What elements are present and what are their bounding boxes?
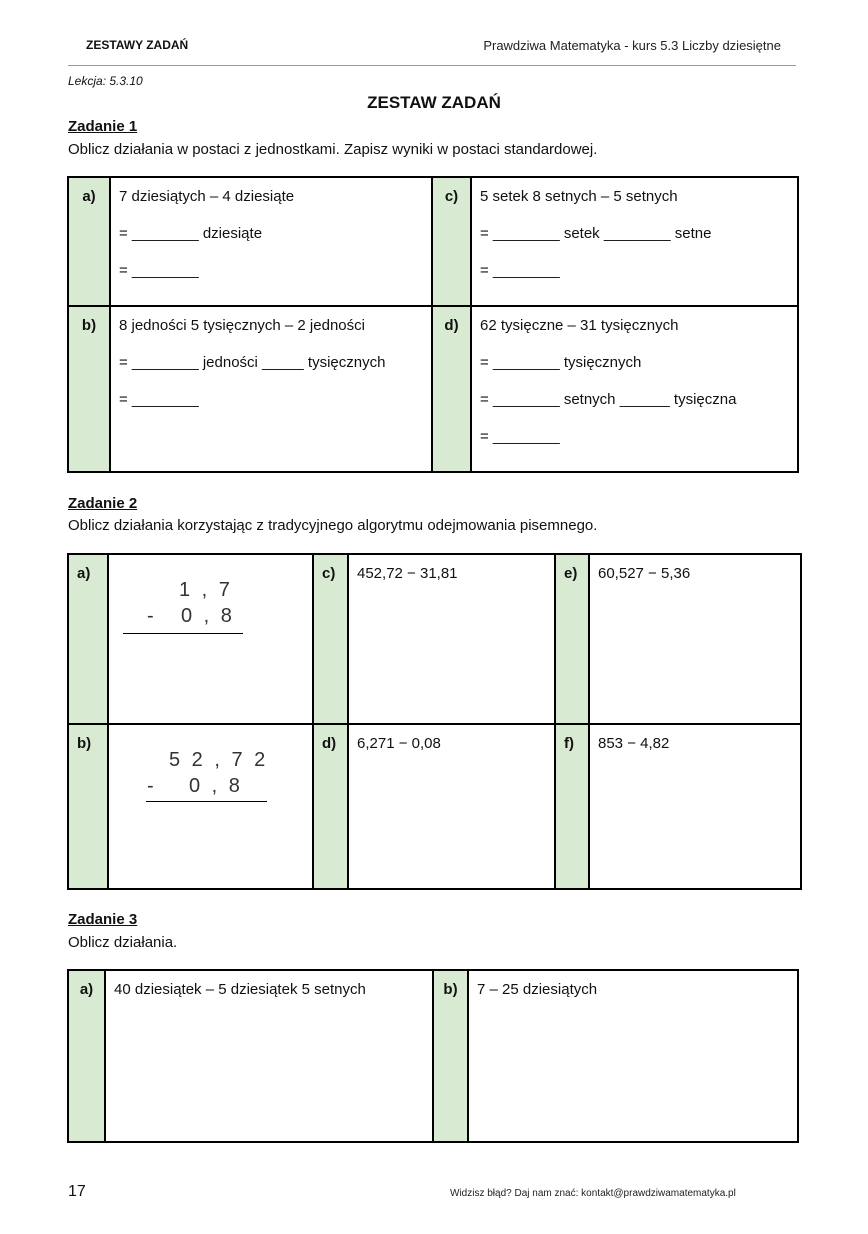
task1-d-line-2: = ________ tysięcznych [480,354,642,371]
column-subtraction-b [109,725,312,886]
task1-cell-a [110,177,432,306]
task2-a-top: 1 , 7 [179,579,233,601]
task2-cell-c: 452,72 − 31,81 [348,554,555,724]
task2-b-top: 5 2 , 7 2 [169,749,269,771]
task1-b-line-1: 8 jedności 5 tysięcznych – 2 jedności [119,317,365,334]
page-number: 17 [68,1183,86,1200]
task1-label-b: b) [68,306,110,472]
task2-label-b: b) [68,724,108,889]
task2-label-f: f) [555,724,589,889]
task1-label-c: c) [432,177,471,306]
task1-d-line-3: = ________ setnych ______ tysięczna [480,391,737,408]
task2-label-c: c) [313,554,348,724]
task1-table [67,176,799,473]
task2-b-bottom: 0 , 8 [189,775,243,797]
task2-cell-a [108,554,313,724]
table-row [68,554,801,724]
task1-c-line-3: = ________ [480,262,560,279]
task1-instruction: Oblicz działania w postaci z jednostkami. Zapisz wyniki w postaci standardowej. [68,141,598,158]
task1-cell-d [471,306,798,472]
table-row [68,970,798,1142]
task2-instruction: Oblicz działania korzystając z tradycyjnego algorytmu odejmowania pisemnego. [68,517,598,534]
task2-cell-b [108,724,313,889]
task2-a-minus: - [147,605,157,627]
header-divider [68,65,796,66]
task2-title: Zadanie 2 [68,495,138,512]
task2-cell-f: 853 − 4,82 [589,724,801,889]
task2-label-e: e) [555,554,589,724]
footer-contact-note: Widzisz błąd? Daj nam znać: kontakt@prawdziwamatematyka.pl [450,1188,736,1199]
table-row [68,724,801,889]
task2-cell-e: 60,527 − 5,36 [589,554,801,724]
task2-b-result-line [146,801,267,802]
task1-b-line-2: = ________ jedności _____ tysięcznych [119,354,386,371]
column-subtraction-a [109,555,312,721]
task1-cell-b [110,306,432,472]
header-section-title: ZESTAWY ZADAŃ [86,38,189,52]
task2-a-result-line [123,633,243,634]
task3-table [67,969,799,1143]
task1-a-line-2: = ________ dziesiąte [119,225,263,242]
table-row [68,306,798,472]
task1-label-d: d) [432,306,471,472]
task3-label-b: b) [433,970,468,1142]
task1-d-line-4: = ________ [480,428,560,445]
task3-cell-b: 7 – 25 dziesiątych [468,970,798,1142]
task1-c-line-1: 5 setek 8 setnych – 5 setnych [480,188,678,205]
task1-cell-c [471,177,798,306]
task1-b-line-3: = ________ [119,391,199,408]
task1-c-line-2: = ________ setek ________ setne [480,225,712,242]
task1-a-line-3: = ________ [119,262,199,279]
task1-d-line-1: 62 tysięczne – 31 tysięcznych [480,317,679,334]
task1-a-line-1: 7 dziesiątych – 4 dziesiąte [119,188,295,205]
task3-cell-a: 40 dziesiątek – 5 dziesiątek 5 setnych [105,970,433,1142]
task3-instruction: Oblicz działania. [68,934,178,951]
task1-title: Zadanie 1 [68,118,138,135]
task2-cell-d: 6,271 − 0,08 [348,724,555,889]
task3-title: Zadanie 3 [68,911,138,928]
task2-table [67,553,802,890]
task1-label-a: a) [68,177,110,306]
header-course-title: Prawdziwa Matematyka - kurs 5.3 Liczby dziesiętne [483,38,781,53]
lesson-number: Lekcja: 5.3.10 [68,74,143,88]
task2-label-d: d) [313,724,348,889]
table-row [68,177,798,306]
page-title: ZESTAW ZADAŃ [367,93,501,112]
task3-label-a: a) [68,970,105,1142]
task2-b-minus: - [147,775,157,797]
task2-label-a: a) [68,554,108,724]
task2-a-bottom: 0 , 8 [181,605,235,627]
